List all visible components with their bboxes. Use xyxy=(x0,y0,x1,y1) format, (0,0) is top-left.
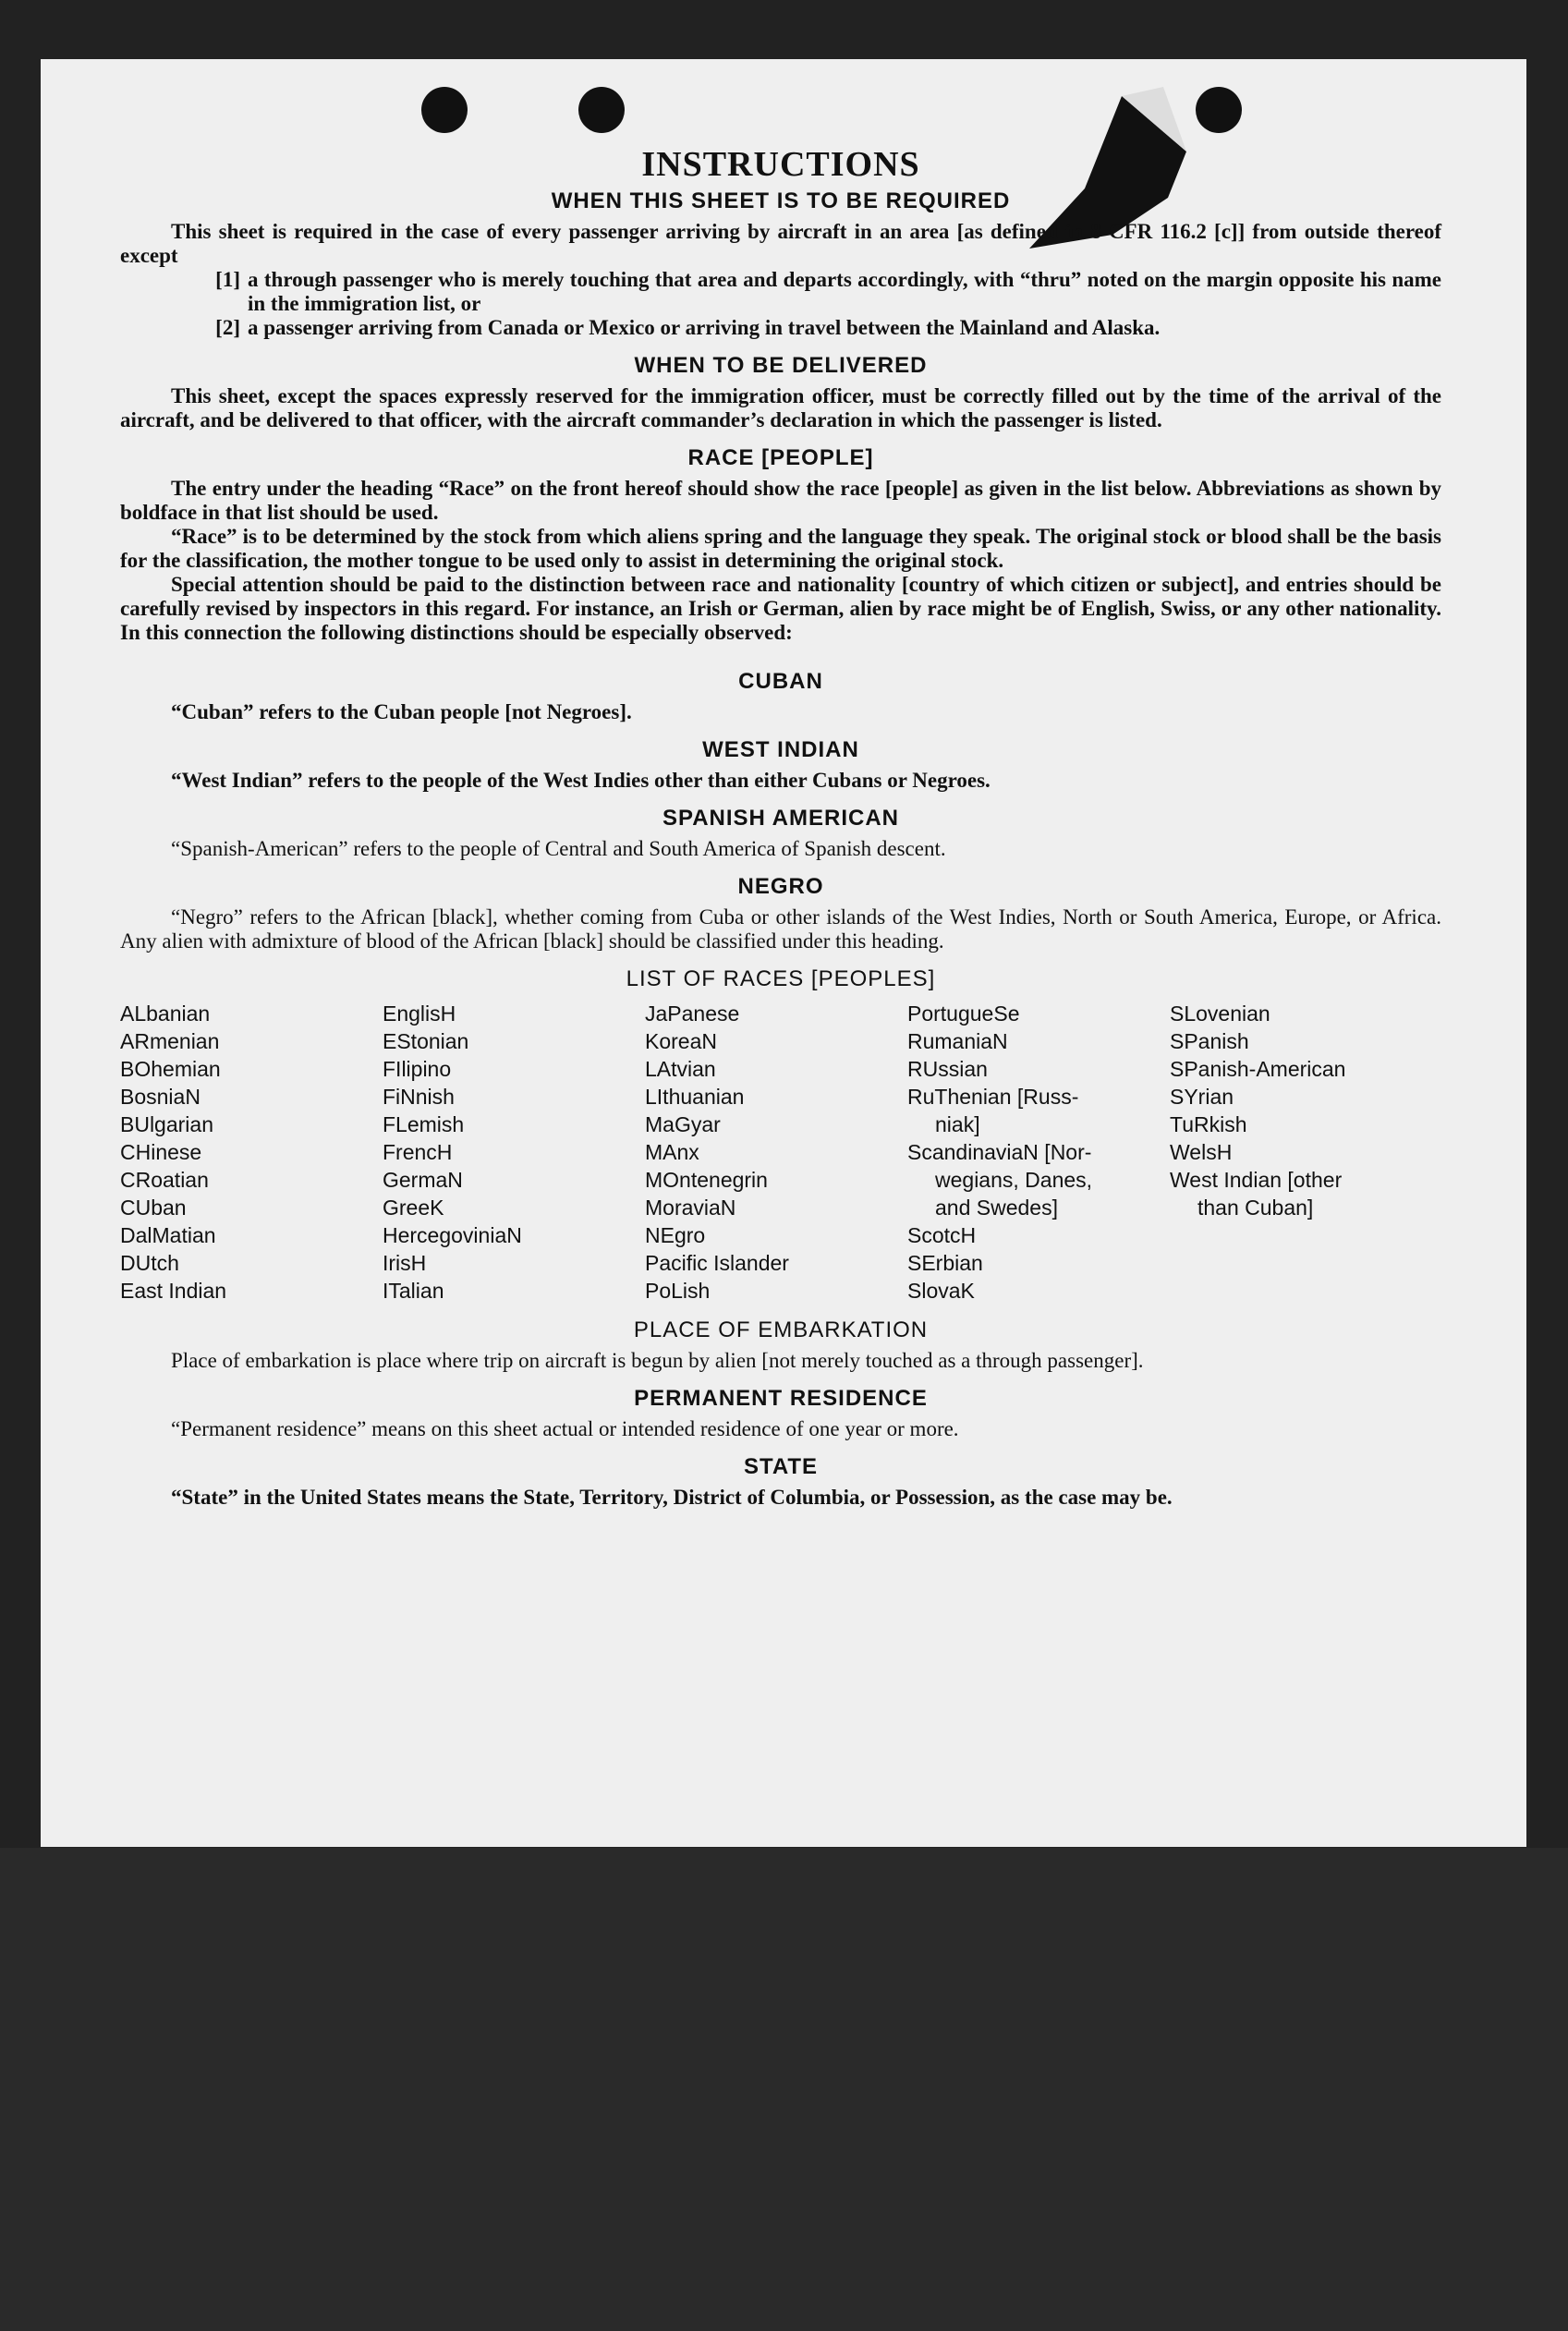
race-entry: TuRkish xyxy=(1170,1112,1247,1136)
heading-state: STATE xyxy=(743,1454,819,1479)
race-entry: SlovaK xyxy=(907,1279,975,1303)
when-delivered-text: This sheet, except the spaces expressly reserved for the immigration officer, must be correctly filled out by the time of the arrival of the aircraft, and be delivered to that officer, with the aircraft commander’s declaration in which the passenger is listed. xyxy=(120,384,1441,431)
race-entry: CHinese xyxy=(120,1140,202,1164)
heading-when-delivered: WHEN TO BE DELIVERED xyxy=(634,353,928,378)
scanner-background xyxy=(0,1848,1568,2331)
race-entry: CRoatian xyxy=(120,1168,209,1192)
race-entry: MAnx xyxy=(645,1140,699,1164)
race-entry: ScandinaviaN [Nor- xyxy=(907,1140,1092,1164)
exception-text: a through passenger who is merely touching that area and departs accordingly, with “thru” noted on the margin opposite his name in the immigration list, or xyxy=(248,268,1441,315)
race-entry: RuThenian [Russ- xyxy=(907,1085,1079,1109)
west-indian-text: “West Indian” refers to the people of the West Indies other than either Cubans or Negroes. xyxy=(171,769,991,792)
races-column xyxy=(907,1000,1170,1305)
race-entry: GreeK xyxy=(383,1196,444,1220)
race-entry: WelsH xyxy=(1170,1140,1233,1164)
race-entry: SPanish-American xyxy=(1170,1057,1346,1081)
residence-text: “Permanent residence” means on this sheet actual or intended residence of one year or more. xyxy=(171,1417,959,1440)
race-paragraph-1: The entry under the heading “Race” on the front hereof should show the race [people] as given in the list below. Abbreviations as shown by boldface in that list should be used. xyxy=(120,477,1441,524)
race-entry: JaPanese xyxy=(645,1002,740,1026)
heading-west-indian: WEST INDIAN xyxy=(702,737,859,762)
spanish-american-text: “Spanish-American” refers to the people of Central and South America of Spanish descent. xyxy=(171,837,946,860)
race-entry: ARmenian xyxy=(120,1029,220,1053)
race-entry: West Indian [other xyxy=(1170,1168,1343,1192)
race-entry: FLemish xyxy=(383,1112,465,1136)
race-entry: RumaniaN xyxy=(907,1029,1008,1053)
race-entry: RUssian xyxy=(907,1057,988,1081)
races-column xyxy=(1170,1000,1432,1305)
exception-item xyxy=(120,316,1441,340)
race-entry: HercegoviniaN xyxy=(383,1223,522,1247)
race-entry: BUlgarian xyxy=(120,1112,213,1136)
punch-hole xyxy=(421,87,468,133)
race-entry: SLovenian xyxy=(1170,1002,1270,1026)
races-list xyxy=(120,1000,1441,1305)
race-entry: Pacific Islander xyxy=(645,1251,789,1275)
race-entry: GermaN xyxy=(383,1168,463,1192)
race-entry: CUban xyxy=(120,1196,187,1220)
race-entry: IrisH xyxy=(383,1251,427,1275)
race-entry: PortugueSe xyxy=(907,1002,1020,1026)
race-entry: MoraviaN xyxy=(645,1196,736,1220)
race-entry: EStonian xyxy=(383,1029,469,1053)
exception-item xyxy=(120,268,1441,316)
punch-hole xyxy=(1196,87,1242,133)
races-column xyxy=(645,1000,907,1305)
race-entry: ITalian xyxy=(383,1279,444,1303)
race-entry: and Swedes] xyxy=(935,1196,1058,1220)
races-column xyxy=(383,1000,645,1305)
when-required-intro: This sheet is required in the case of every passenger arriving by aircraft in an area [as defined in 8 CFR 116.2 [c]] from outside thereof except xyxy=(120,220,1441,267)
race-entry: KoreaN xyxy=(645,1029,717,1053)
race-entry: ALbanian xyxy=(120,1002,211,1026)
race-entry: than Cuban] xyxy=(1197,1196,1314,1220)
punch-hole xyxy=(578,87,625,133)
heading-embarkation: PLACE OF EMBARKATION xyxy=(633,1317,929,1342)
heading-residence: PERMANENT RESIDENCE xyxy=(634,1386,928,1411)
race-paragraph-3: Special attention should be paid to the distinction between race and nationality [country of which citizen or subject], and entries should be carefully revised by inspectors in this regard. For instance, an Irish or German, alien by race might be of English, Swiss, or any other nationality. In this connection the following distinctions should be especially observed: xyxy=(120,573,1441,644)
race-entry: FIlipino xyxy=(383,1057,452,1081)
race-entry: niak] xyxy=(935,1112,980,1136)
race-entry: BosniaN xyxy=(120,1085,201,1109)
cuban-text: “Cuban” refers to the Cuban people [not Negroes]. xyxy=(171,700,632,723)
heading-when-required: WHEN THIS SHEET IS TO BE REQUIRED xyxy=(551,188,1011,213)
document-sheet xyxy=(41,59,1526,1847)
exception-number: [2] xyxy=(215,316,240,339)
race-entry: SErbian xyxy=(907,1251,983,1275)
race-entry: ScotcH xyxy=(907,1223,977,1247)
race-entry: MOntenegrin xyxy=(645,1168,768,1192)
embarkation-text: Place of embarkation is place where trip on aircraft is begun by alien [not merely touched as a through passenger]. xyxy=(171,1349,1144,1372)
race-entry: EnglisH xyxy=(383,1002,456,1026)
race-entry: LAtvian xyxy=(645,1057,716,1081)
heading-cuban: CUBAN xyxy=(738,669,823,694)
instructions-content xyxy=(120,144,1441,1510)
race-entry: wegians, Danes, xyxy=(935,1168,1093,1192)
race-entry: FrencH xyxy=(383,1140,453,1164)
race-entry: PoLish xyxy=(645,1279,711,1303)
race-entry: East Indian xyxy=(120,1279,227,1303)
race-paragraph-2: “Race” is to be determined by the stock from which aliens spring and the language they speak. The original stock or blood shall be the basis for the classification, the mother tongue to be used only to assist in determining the original stock. xyxy=(120,525,1441,572)
negro-text: “Negro” refers to the African [black], whether coming from Cuba or other islands of the West Indies, North or South America, Europe, or Africa. Any alien with admixture of blood of the African [black] should be classified under this heading. xyxy=(120,905,1441,953)
race-entry: LIthuanian xyxy=(645,1085,745,1109)
race-entry: SPanish xyxy=(1170,1029,1249,1053)
race-entry: BOhemian xyxy=(120,1057,221,1081)
exception-number: [1] xyxy=(215,268,240,291)
race-entry: MaGyar xyxy=(645,1112,721,1136)
race-entry: SYrian xyxy=(1170,1085,1234,1109)
state-text: “State” in the United States means the State, Territory, District of Columbia, or Possession, as the case may be. xyxy=(171,1486,1173,1509)
race-entry: DUtch xyxy=(120,1251,179,1275)
race-entry: FiNnish xyxy=(383,1085,455,1109)
exception-text: a passenger arriving from Canada or Mexico or arriving in travel between the Mainland and Alaska. xyxy=(248,316,1161,339)
heading-race: RACE [PEOPLE] xyxy=(687,445,874,470)
heading-spanish-american: SPANISH AMERICAN xyxy=(662,806,899,831)
heading-list-of-races: LIST OF RACES [PEOPLES] xyxy=(626,966,936,991)
race-entry: NEgro xyxy=(645,1223,706,1247)
page-title: INSTRUCTIONS xyxy=(641,145,920,184)
race-entry: DalMatian xyxy=(120,1223,216,1247)
heading-negro: NEGRO xyxy=(737,874,824,899)
races-column xyxy=(120,1000,383,1305)
